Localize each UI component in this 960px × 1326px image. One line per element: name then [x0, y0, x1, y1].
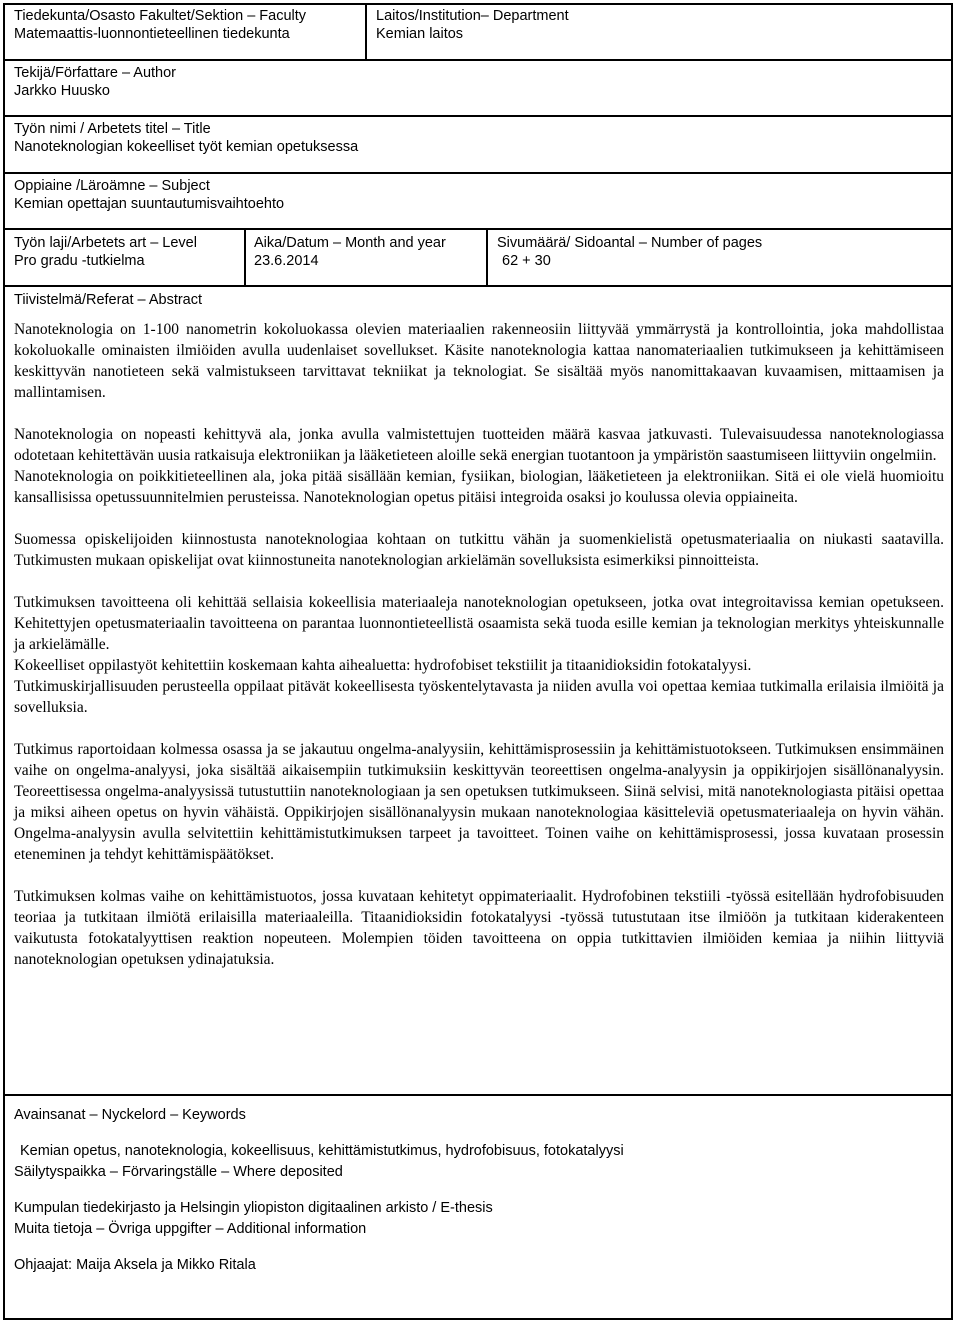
- pages-label: Sivumäärä/ Sidoantal – Number of pages: [497, 235, 763, 251]
- subject-cell: [14, 177, 284, 213]
- title-value: Nanoteknologian kokeelliset työt kemian opetuksessa: [14, 139, 359, 155]
- author-label: Tekijä/Författare – Author: [14, 65, 176, 81]
- divider-title: [3, 172, 953, 174]
- keywords-value: Kemian opetus, nanoteknologia, kokeellisuus, kehittämistutkimus, hydrofobisuus, fotokatalyysi: [20, 1143, 624, 1159]
- additional-info-value: Ohjaajat: Maija Aksela ja Mikko Ritala: [14, 1257, 256, 1273]
- divider-abstract: [3, 1094, 953, 1096]
- level-value: Pro gradu -tutkielma: [14, 253, 145, 269]
- abstract-spacer: [14, 403, 944, 424]
- abstract-body: [14, 319, 944, 970]
- author-cell: [14, 64, 176, 100]
- pages-cell: [497, 234, 762, 270]
- abstract-paragraph: Tutkimus raportoidaan kolmessa osassa ja se jakautuu ongelma-analyysiin, kehittämisprosessiin ja kehittämistuotokseen. Tutkimuksen ensimmäinen vaihe on ongelma-analyysi, joka sisältää aikaisempiin tutkimuksiin keskittyvän teoreettisen ongelma-analyysin ja oppikirjojen sisällönanalyysin. Teoreettisessa ongelma-analyysissä tutustuttiin nanoteknologiaan ja sen opetuksen tutkimukseen. Siinä selvisi, mitä nanoteknologiasta pitäisi opettaa ja miksi aiheen opetus on hyvin vähäistä. Oppikirjojen sisällönanalyysin mukaan nanoteknologiaa käsitteleviä opetusmateriaaleja on hyvin vähän. Ongelma-analyysin avulla selvitettiin kehittämistutkimuksen tarpeet ja tavoitteet. Toinen vaihe on kehittämisprosessi, jossa kuvataan prosessin eteneminen ja tehdyt kehittämispäätökset.: [14, 741, 944, 863]
- abstract-paragraph: Tutkimuksen kolmas vaihe on kehittämistuotos, jossa kuvataan kehitetyt oppimateriaalit. Hydrofobinen tekstiili -työssä esitellään hydrofobisuuden teoriaa ja tutkitaan ilmiötä erilaisilla materiaaleilla. Titaanidioksidin fotokatalyysi -työssä tutustutaan itse ilmiöön ja tutkitaan kiderakenteen vaikutusta fotokatalyyttisen reaktion nopeuteen. Molempien töiden tavoitteena on oppia tutkittavien ilmiöiden kemiaa ja niihin liittyviä nanoteknologian opetuksen ydinajatuksia.: [14, 888, 944, 968]
- abstract-spacer: [14, 508, 944, 529]
- divider-header-column: [365, 3, 367, 60]
- department-label: Laitos/Institution– Department: [376, 8, 569, 24]
- level-label: Työn laji/Arbetets art – Level: [14, 235, 197, 251]
- date-value: 23.6.2014: [254, 253, 319, 269]
- abstract-spacer: [14, 865, 944, 886]
- department-value: Kemian laitos: [376, 26, 464, 42]
- department-cell: [376, 7, 569, 43]
- divider-level-column: [244, 229, 246, 286]
- abstract-spacer: [14, 718, 944, 739]
- deposit-label: Säilytyspaikka – Förvaringställe – Where deposited: [14, 1164, 343, 1180]
- divider-date-column: [486, 229, 488, 286]
- additional-info-label: Muita tietoja – Övriga uppgifter – Additional information: [14, 1221, 367, 1237]
- faculty-label: Tiedekunta/Osasto Fakultet/Sektion – Faculty: [14, 8, 307, 24]
- pages-value: 62 + 30: [502, 253, 551, 269]
- abstract-paragraph: Nanoteknologia on nopeasti kehittyvä ala, jonka avulla valmistettujen tuotteiden määrä kasvaa jatkuvasti. Tulevaisuudessa nanoteknologiassa odotetaan kehitettävän uusia ratkaisuja elektroniikan ja lääketieteen aloille sekä energian tuotantoon ja ympäristön saastumiseen liittyviin ongelmiin.: [14, 426, 944, 464]
- level-cell: [14, 234, 197, 270]
- divider-author: [3, 115, 953, 117]
- abstract-paragraph: Tutkimuskirjallisuuden perusteella oppilaat pitävät kokeellisesta työskentelytavasta ja niiden avulla voi opettaa kemiaa tutkimalla erilaisia ilmiöitä ja sovelluksia.: [14, 678, 944, 716]
- title-cell: [14, 120, 358, 156]
- abstract-paragraph: Tutkimuksen tavoitteena oli kehittää sellaisia kokeellisia materiaaleja nanoteknologian opetukseen, jotka ovat integroitavissa kemian opetukseen. Kehitettyjen opetusmateriaalin tavoitteena on parantaa luonnontieteellistä osaamista sekä tuoda esille kemian ja teknologian merkitys yhteiskunnalle ja arkielämälle.: [14, 594, 944, 653]
- title-label: Työn nimi / Arbetets titel – Title: [14, 121, 211, 137]
- abstract-paragraph: Nanoteknologia on 1-100 nanometrin kokoluokassa olevien materiaalien rakenneosiin liittyvää ymmärrystä ja kontrollointia, joka mahdollistaa kokoluokalle ominaisten ilmiöiden avulla uudenlaiset sovellukset. Käsite nanoteknologia kattaa nanomateriaalien tutkimukseen ja kehittämiseen keskittyvän nanotieteen sekä valmistukseen tarvittavat tekniikat ja teknologiat. Se sisältää myös nanomittakaavan kuvaamisen, mittaamisen ja mallintamisen.: [14, 321, 944, 401]
- abstract-label: Tiivistelmä/Referat – Abstract: [14, 292, 203, 308]
- abstract-paragraph: Suomessa opiskelijoiden kiinnostusta nanoteknologiaa kohtaan on tutkittu vähän ja suomenkielistä opetusmateriaalia on niukasti saatavilla. Tutkimusten mukaan opiskelijat ovat kiinnostuneita nanoteknologian arkielämän sovelluksista esimerkiksi pinnoitteista.: [14, 531, 944, 569]
- date-cell: [254, 234, 446, 270]
- divider-header: [3, 59, 953, 61]
- subject-value: Kemian opettajan suuntautumisvaihtoehto: [14, 196, 285, 212]
- deposit-value: Kumpulan tiedekirjasto ja Helsingin yliopiston digitaalinen arkisto / E-thesis: [14, 1200, 493, 1216]
- divider-subject: [3, 228, 953, 230]
- divider-info-row: [3, 285, 953, 287]
- date-label: Aika/Datum – Month and year: [254, 235, 446, 251]
- author-value: Jarkko Huusko: [14, 83, 110, 99]
- abstract-paragraph: Nanoteknologia on poikkitieteellinen ala, joka pitää sisällään kemian, fysiikan, biologian, lääketieteen ja elektroniikan. Sitä ei ole vielä huomioitu kansallisissa opetussuunnitelmien perusteissa. Nanoteknologian opetus pitäisi integroida osaksi jo koulussa olevia oppiaineita.: [14, 468, 944, 506]
- abstract-paragraph: Kokeelliset oppilastyöt kehitettiin koskemaan kahta aihealuetta: hydrofobiset tekstiilit ja titaanidioksidin fotokatalyysi.: [14, 657, 752, 674]
- faculty-cell: [14, 7, 306, 43]
- faculty-value: Matemaattis-luonnontieteellinen tiedekunta: [14, 26, 290, 42]
- abstract-spacer: [14, 571, 944, 592]
- subject-label: Oppiaine /Läroämne – Subject: [14, 178, 210, 194]
- keywords-label: Avainsanat – Nyckelord – Keywords: [14, 1107, 246, 1123]
